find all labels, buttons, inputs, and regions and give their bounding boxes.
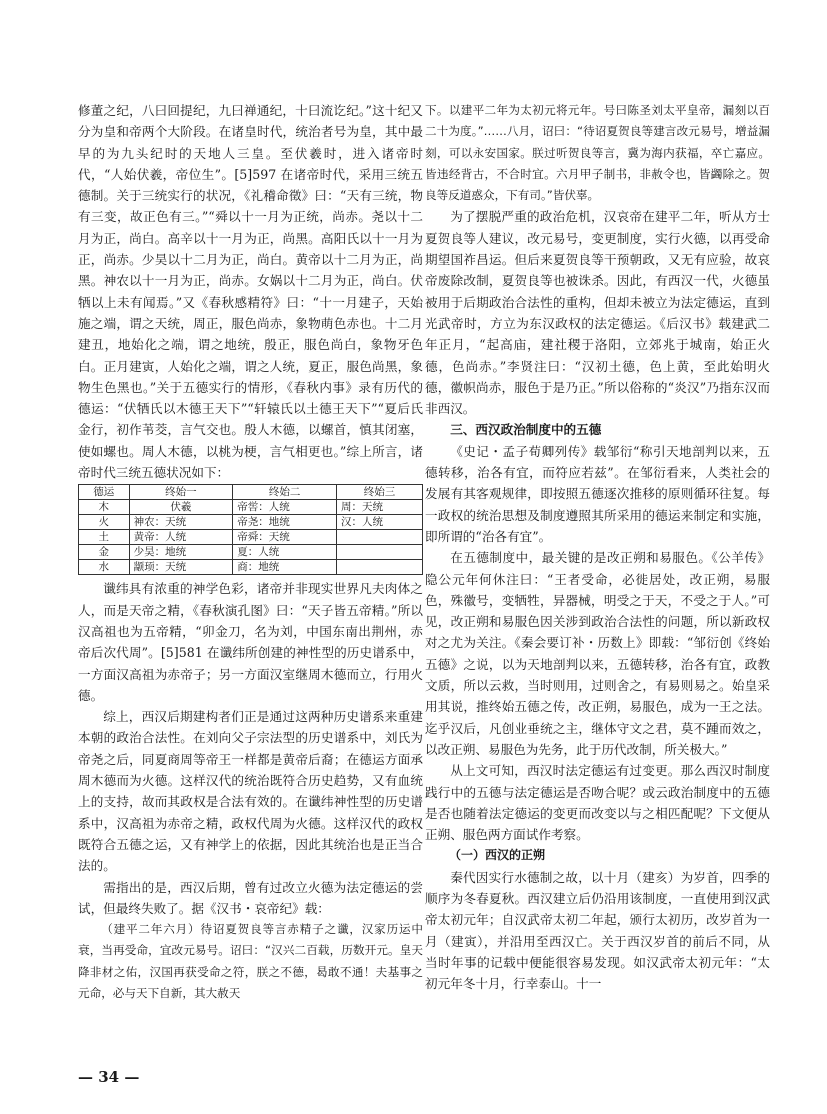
table-cell: 帝尧：地统 [233,515,337,530]
table-cell: 水 [79,560,130,575]
table-row [79,560,423,575]
table-header-cell: 终始一 [129,485,233,500]
paragraph-9: 秦代因实行水德制之故，以十月（建亥）为岁首，四季的顺序为冬春夏秋。西汉建立后仍沿用该制度，一直使用到汉武帝太初元年；自汉武帝太初二年起，颁行太初历，改岁首为一月（建寅），并沿用至西汉亡。关于西汉岁首的前后不同，从当时年事的记载中便能很容易发现。如汉武帝太初元年：“太初元年冬十月，行幸泰山。十一 [425,869,770,992]
table-cell: 帝舜：天统 [233,530,337,545]
subsection-heading: （一）西汉的正朔 [449,848,546,863]
table-cell: 颛顼：天统 [129,560,233,575]
table-row [79,500,423,515]
table-cell [336,530,422,545]
table-cell: 伏羲 [129,500,233,515]
page-number: — 34 — [78,1068,140,1086]
three-systems-five-virtues-table [78,484,423,575]
paragraph-5: 为了摆脱严重的政治危机，汉哀帝在建平二年，听从方士夏贺良等人建议，改元易号，变更制度，实行火德，以再受命期望国祚昌运。但后来夏贺良等干预朝政，又无有应验，故哀帝废除改制，夏贺良等也被诛杀。因此，有西汉一代，火德虽被用于后期政治合法性的重构，但却未被立为法定德运，直到光武帝时，方立为东汉政权的法定德运。《后汉书》载建武二年正月，“起高庙，建社稷于洛阳，立郊兆于城南，始正火德，色尚赤。”李贤注曰：“汉初土德，色上黄，至此始明火德，徽帜尚赤，服色于是乃正。”所以俗称的“炎汉”乃指东汉而非西汉。 [425,209,770,417]
paragraph-6: 《史记・孟子荀卿列传》载邹衍“称引天地剖判以来，五德转移，治各有宜，而符应若兹”。在邹衍看来，人类社会的发展有其客观规律，即按照五德逐次推移的原则循环往复。每一政权的统治思想及制度遵照其所采用的德运来制定和实施，即所谓的“治各有宜”。 [425,443,770,544]
table-cell: 金 [79,545,130,560]
table-cell: 帝喾：人统 [233,500,337,515]
table-cell [336,545,422,560]
block-quote-1: （建平二年六月）待诏夏贺良等言赤精子之谶，汉家历运中衰，当再受命，宜改元易号。诏曰：“汉兴二百载，历数开元。皇天降非材之佑，汉国再获受命之符，朕之不德，曷敢不通！夫基事之元命，必与天下自新，其大赦天 [78,922,423,1000]
left-column [78,100,423,1004]
paragraph-3: 综上，西汉后期建构者们正是通过这两种历史谱系来重建本朝的政治合法性。在刘向父子宗法型的历史谱系中，刘氏为帝尧之后，同夏商周等帝王一样都是黄帝后裔；在德运方面承周木德而为火德。这样汉代的统治既符合历史趋势，又有血统上的支持，故而其政权是合法有效的。在谶纬神性型的历史谱系中，汉高祖为赤帝之精，政权代周为火德。这样汉代的政权既符合五德之运，又有神学上的依据，因此其统治也是正当合法的。 [78,709,423,874]
right-column [425,100,770,994]
section-heading: 三、西汉政治制度中的五德 [450,422,602,438]
table-row [79,545,423,560]
table-header-cell: 终始二 [233,485,337,500]
table-cell: 少昊：地统 [129,545,233,560]
table-cell [336,560,422,575]
paragraph-4: 需指出的是，西汉后期，曾有过改立火德为法定德运的尝试，但最终失败了。据《汉书・哀帝纪》载： [78,879,423,916]
table-cell: 汉：人统 [336,515,422,530]
table-cell: 夏：人统 [233,545,337,560]
paragraph-1: 修董之纪，八曰回提纪，九曰禅通纪，十曰流讫纪。”这十纪又分为皇和帝两个大阶段。在诸皇时代，统治者号为皇，其中最早的为九头纪时的天地人三皇。至伏羲时，进入诸帝时代，“人始伏羲，帝位生”。[5]597 在诸帝时代，采用三统五德制。关于三统实行的状况，《礼稽命徵》曰：“天有三统，物有三变，故正色有三。”“舜以十一月为正统，尚赤。尧以十二月为正，尚白。高辛以十一月为正，尚黑。高阳氏以十一月为正，尚赤。少昊以十二月为正，尚白。黄帝以十二月为正，尚黑。神农以十一月为正，尚赤。女娲以十二月为正，尚白。伏牺以上未有闻焉。”又《春秋感精符》曰：“十一月建子，天始施之端，谓之天统，周正，服色尚赤，象物萌色赤也。十二月建丑，地始化之端，谓之地统，殷正，服色尚白，象物牙色白。正月建寅，人始化之端，谓之人统，夏正，服色尚黑，象物生色黑也。”关于五德实行的情形，《春秋内事》录有历代的德运：“伏牺氏以木德王天下”“轩辕氏以土德王天下”“夏后氏金行，初作苇茭，言气交也。殷人木德，以螺首，慎其闭塞，使如螺也。周人木德，以桃为梗，言气相更也。”综上所言，诸帝时代三统五德状况如下： [78,103,423,481]
block-quote-1-continued: 下。以建平二年为太初元将元年。号曰陈圣刘太平皇帝，漏刻以百二十为度。”……八月，诏曰：“待诏夏贺良等建言改元易号，增益漏刻，可以永安国家。朕过听贺良等言，冀为海内获福，卒亡嘉应。皆违经背古，不合时宜。六月甲子制书，非赦令也，皆蠲除之。贺良等反道惑众，下有司。”皆伏辜。 [425,103,770,203]
paragraph-2: 谶纬具有浓重的神学色彩，诸帝并非现实世界凡夫肉体之人，而是天帝之精，《春秋演孔图》曰：“天子皆五帝精。”所以汉高祖也为五帝精，“卯金刀，名为刘，中国东南出荆州，赤帝后次代周”。[5]581 在谶纬所创建的神性型的历史谱系中，一方面汉高祖为赤帝子；另一方面汉室继周木德而立，行用火德。 [78,581,423,703]
table-cell: 神农：天统 [129,515,233,530]
table-cell: 黄帝：人统 [129,530,233,545]
table-cell: 周：天统 [336,500,422,515]
table-cell: 火 [79,515,130,530]
table-header-row [79,485,423,500]
table-cell: 木 [79,500,130,515]
table-header-cell: 德运 [79,485,130,500]
table-row [79,530,423,545]
paragraph-8: 从上文可知，西汉时法定德运有过变更。那么西汉时制度践行中的五德与法定德运是否吻合呢？或云政治制度中的五德是否也随着法定德运的变更而改变以与之相匹配呢？下文便从正朔、服色两方面试作考察。 [425,763,770,843]
table-cell: 土 [79,530,130,545]
paragraph-7: 在五德制度中，最关键的是改正朔和易服色。《公羊传》隐公元年何休注曰：“王者受命，必徙居处，改正朔，易服色，殊徽号，变牺牲，异器械，明受之于天，不受之于人。”可见，改正朔和易服色因关涉到政治合法性的问题，所以新政权对之尤为关注。《秦会要订补・历数上》即载：“邹衍创《终始五德》之说，以为天地剖判以来，五德转移，治各有宜，政教文质，所以云救，当时则用，过则舍之，有易则易之。始皇采用其说，推终始五德之传，改正朔，易服色，成为一王之法。迄乎汉后，凡创业垂统之主，继体守文之君，莫不踵而效之，以改正朔、易服色为先务，此于历代改制，所关极大。” [425,550,770,757]
table-row [79,515,423,530]
table-header-cell: 终始三 [336,485,422,500]
table-cell: 商：地统 [233,560,337,575]
